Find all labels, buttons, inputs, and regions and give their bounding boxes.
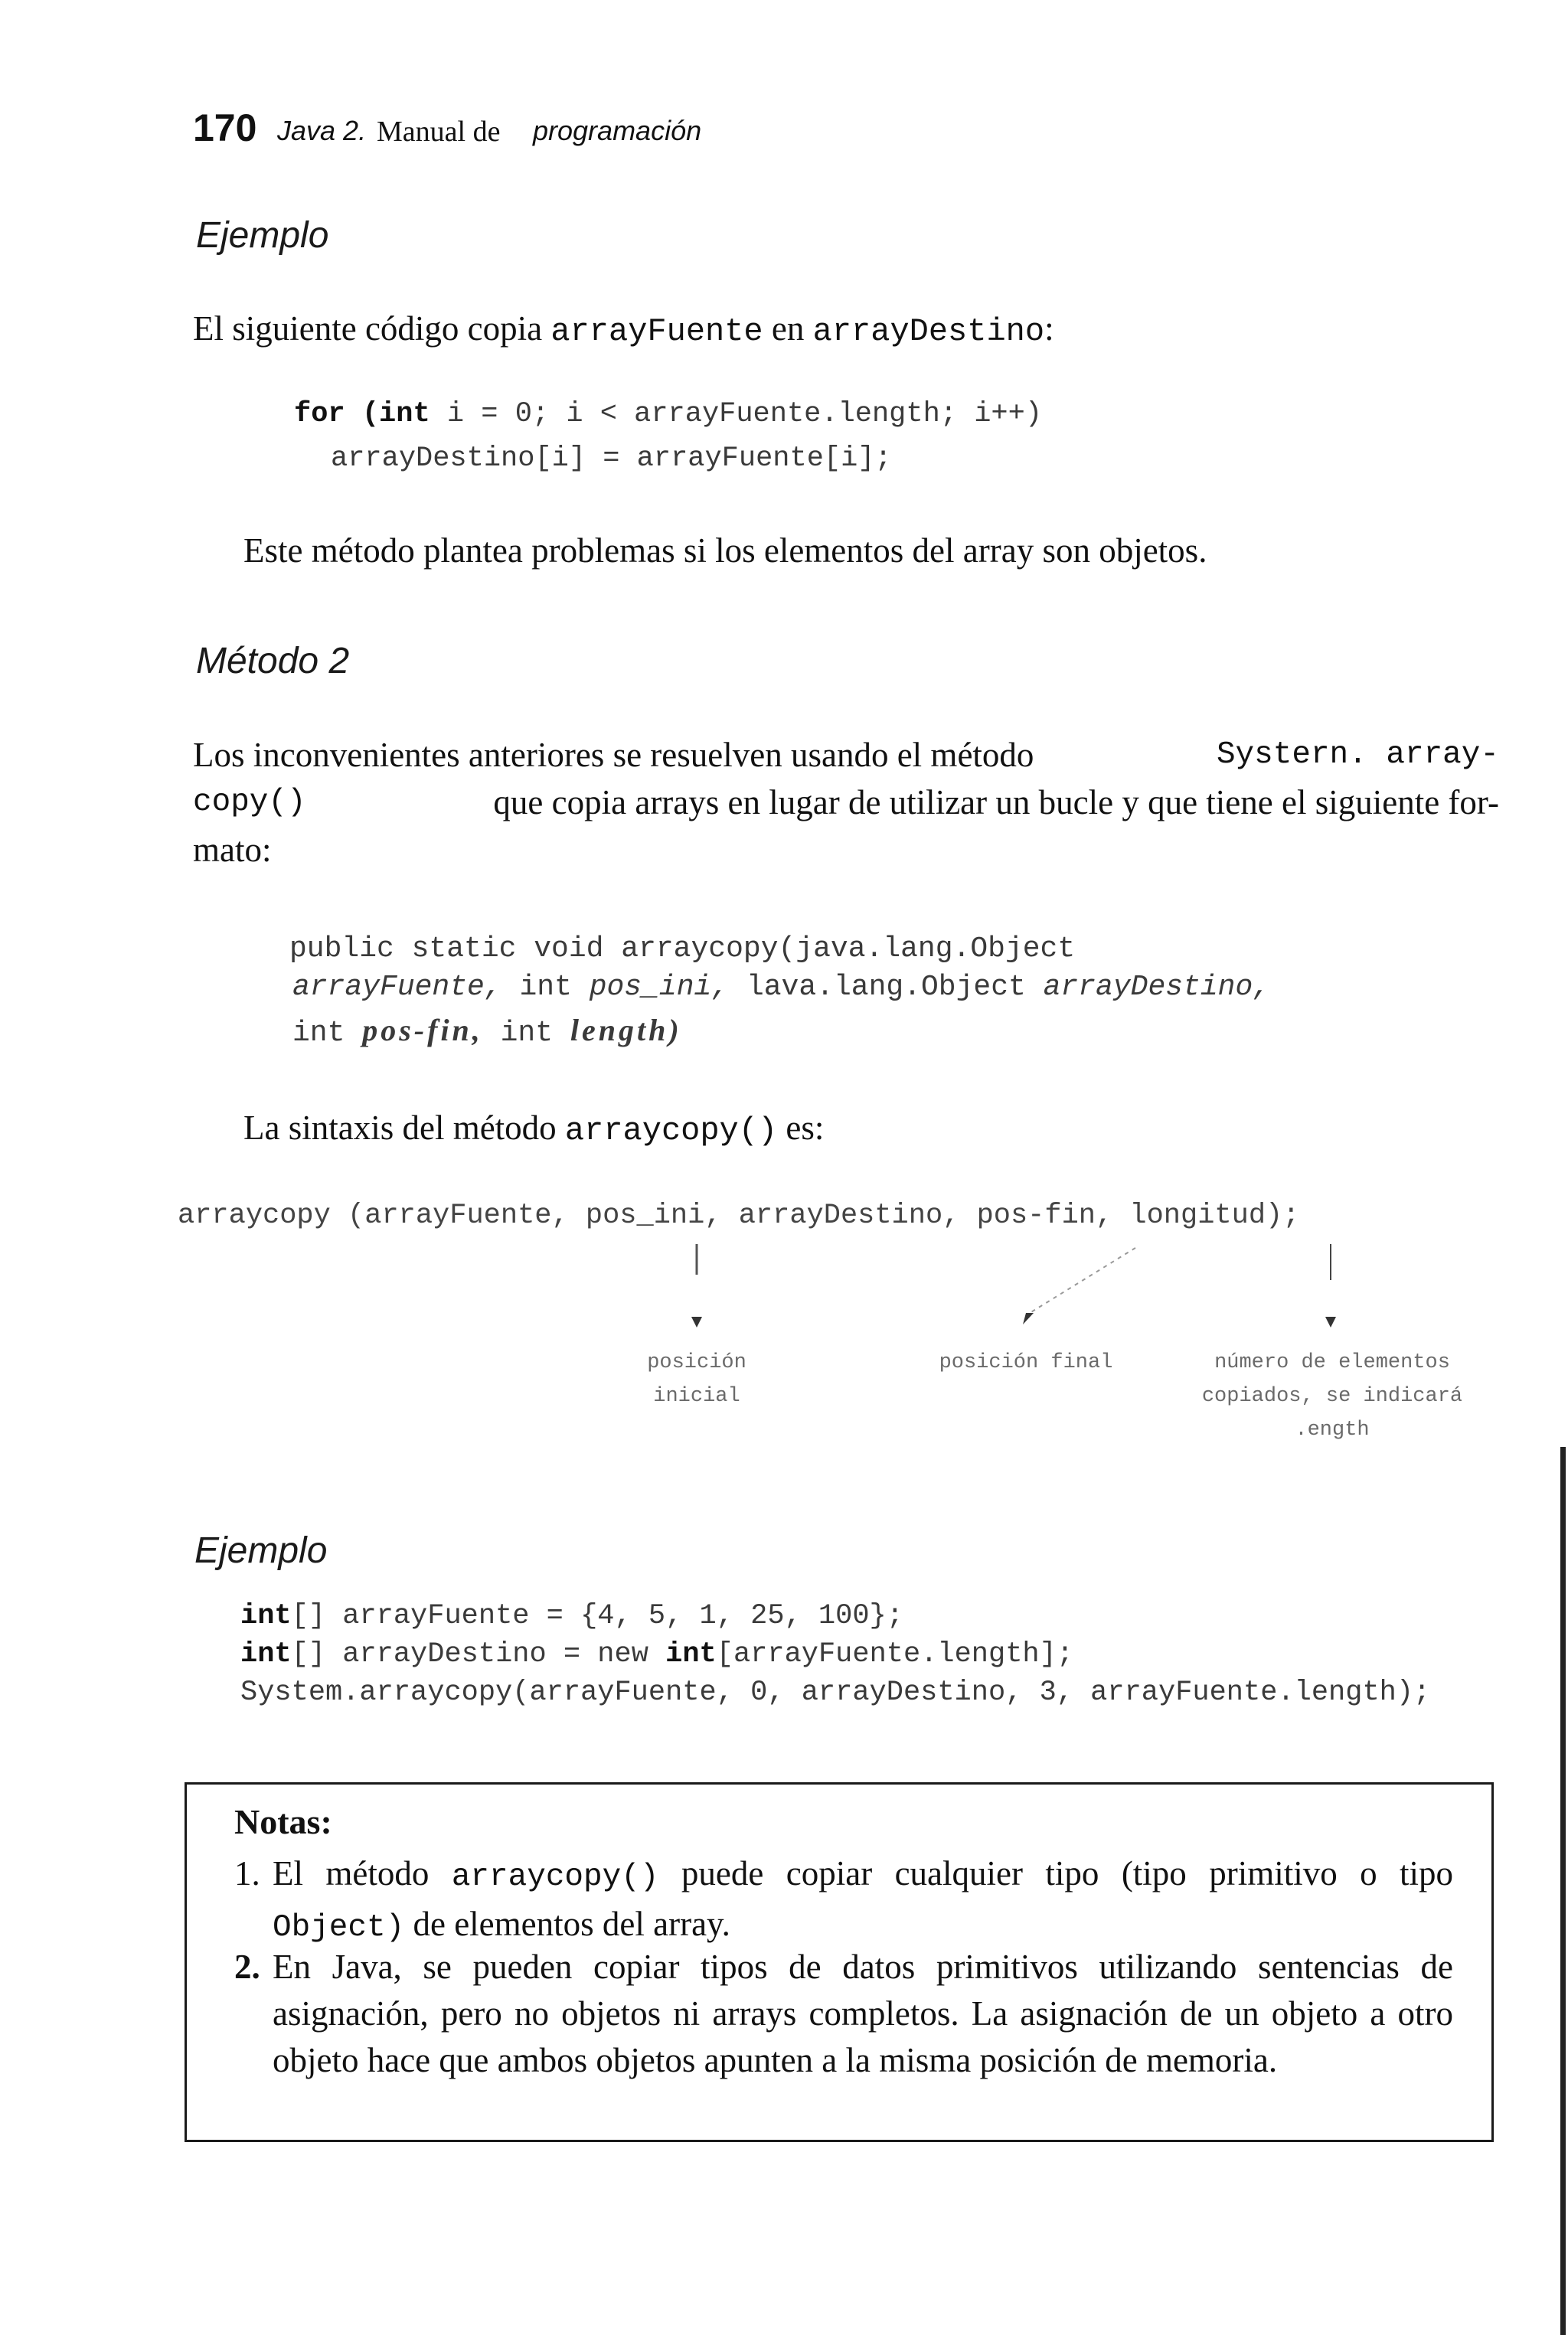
annotation-element-count <box>1156 1346 1508 1447</box>
annotation-text: número de elementos copiados, se indicará .ength <box>1201 1351 1463 1442</box>
code-line: arrayDestino[i] = arrayFuente[i]; <box>331 443 892 475</box>
annotation-start-position <box>597 1346 796 1413</box>
code-line: System.arraycopy(arrayFuente, 0, arrayDestino, 3, arrayFuente.length); <box>240 1677 1431 1709</box>
note-item-1 <box>234 1850 1453 1951</box>
intro-text-en: en <box>771 309 805 348</box>
sig-param: pos_ini, <box>589 971 730 1004</box>
intro-text: El siguiente código copia <box>193 309 543 348</box>
intro-colon: : <box>1044 309 1054 348</box>
note-text-part: de elementos del array. <box>413 1905 730 1943</box>
inline-code-arraycopy: arraycopy() <box>564 1112 778 1149</box>
notes-title: Notas: <box>234 1802 332 1841</box>
section-heading-method-2: Método 2 <box>196 641 350 681</box>
syntax-code-line: arraycopy (arrayFuente, pos_ini, arrayDestino, pos-fin, longitud); <box>178 1200 1300 1232</box>
inline-code-arrayFuente: arrayFuente <box>550 313 763 350</box>
inline-code-object: Object) <box>273 1910 405 1945</box>
inline-code-arraycopy: arraycopy() <box>451 1860 659 1895</box>
sig-param: arrayDestino, <box>1043 971 1271 1004</box>
paragraph-line: mato: <box>193 831 272 869</box>
annotation-text: posición inicial <box>647 1351 746 1408</box>
code-keyword-int: int <box>665 1638 717 1670</box>
code-keyword-int: int <box>240 1638 292 1670</box>
arrow-head-start-pos <box>691 1317 702 1328</box>
paragraph-text: es: <box>786 1109 825 1147</box>
sig-type: int <box>292 1017 345 1050</box>
paragraph-text: que copia arrays en lugar de utilizar un bucle y que tiene el siguiente for- <box>493 783 1499 821</box>
code-line <box>240 1638 1073 1670</box>
method-signature-line: public static void arraycopy(java.lang.Object <box>289 932 1076 965</box>
inline-code-arrayDestino: arrayDestino <box>812 313 1045 350</box>
annotation-text: posición final <box>939 1351 1113 1374</box>
paragraph-text: La sintaxis del método <box>243 1109 557 1147</box>
annotation-end-position <box>903 1346 1148 1380</box>
sig-type: lava.lang.Object <box>746 971 1026 1004</box>
page-number: 170 <box>193 106 257 149</box>
note-text <box>273 1850 1453 1951</box>
note-text: En Java, se pueden copiar tipos de datos primitivos utilizando sentencias de asignación, pero no objetos ni arrays completos. La asignación de un objeto a otro objeto hace que ambos objetos apunten a la misma posición de memoria. <box>273 1948 1453 2079</box>
section-heading-example-1: Ejemplo <box>196 215 329 256</box>
notes-box <box>185 1782 1494 2142</box>
code-keyword-for: for <box>294 398 345 430</box>
note-number: 2. <box>234 1948 260 1986</box>
code-keyword-int: int <box>240 1600 292 1632</box>
arrow-head-end-pos <box>1023 1313 1034 1324</box>
note-text-part: puede copiar cualquier tipo (tipo primitivo o tipo <box>681 1854 1454 1892</box>
arrow-line-end-pos <box>1030 1248 1135 1313</box>
section-heading-example-2: Ejemplo <box>194 1530 328 1571</box>
note-text-part: El método <box>273 1854 430 1892</box>
scan-edge <box>1560 1447 1566 2335</box>
code-text: [] arrayDestino = new <box>291 1638 648 1670</box>
paragraph-text: Los inconvenientes anteriores se resuelven usando el método <box>193 736 1034 774</box>
inline-code-copy: copy() <box>193 785 306 820</box>
paragraph-problem-note: Este método plantea problemas si los elementos del array son objetos. <box>243 531 1207 570</box>
inline-code-system-arraycopy: Systern. array- <box>1216 737 1499 772</box>
running-header-title: Java 2. <box>277 115 367 146</box>
arrow-head-count <box>1325 1317 1336 1328</box>
sig-param: arrayFuente, <box>292 971 502 1004</box>
sig-type: int <box>519 971 572 1004</box>
note-number: 1. <box>234 1854 260 1892</box>
code-text: [arrayFuente.length]; <box>716 1638 1074 1670</box>
running-header-text-italic: programación <box>533 115 702 146</box>
running-header-text: Manual de <box>377 116 501 148</box>
code-text: [] arrayFuente = {4, 5, 1, 25, 100}; <box>291 1600 903 1632</box>
note-item-2 <box>234 1944 1453 2084</box>
sig-type: int <box>500 1017 554 1050</box>
code-line <box>240 1600 903 1632</box>
sig-param: pos-fin, <box>362 1013 483 1047</box>
code-text: i = 0; i < arrayFuente.length; i++) <box>446 398 1043 430</box>
sig-param: length) <box>570 1013 682 1047</box>
code-keyword-int: (int <box>361 398 430 430</box>
